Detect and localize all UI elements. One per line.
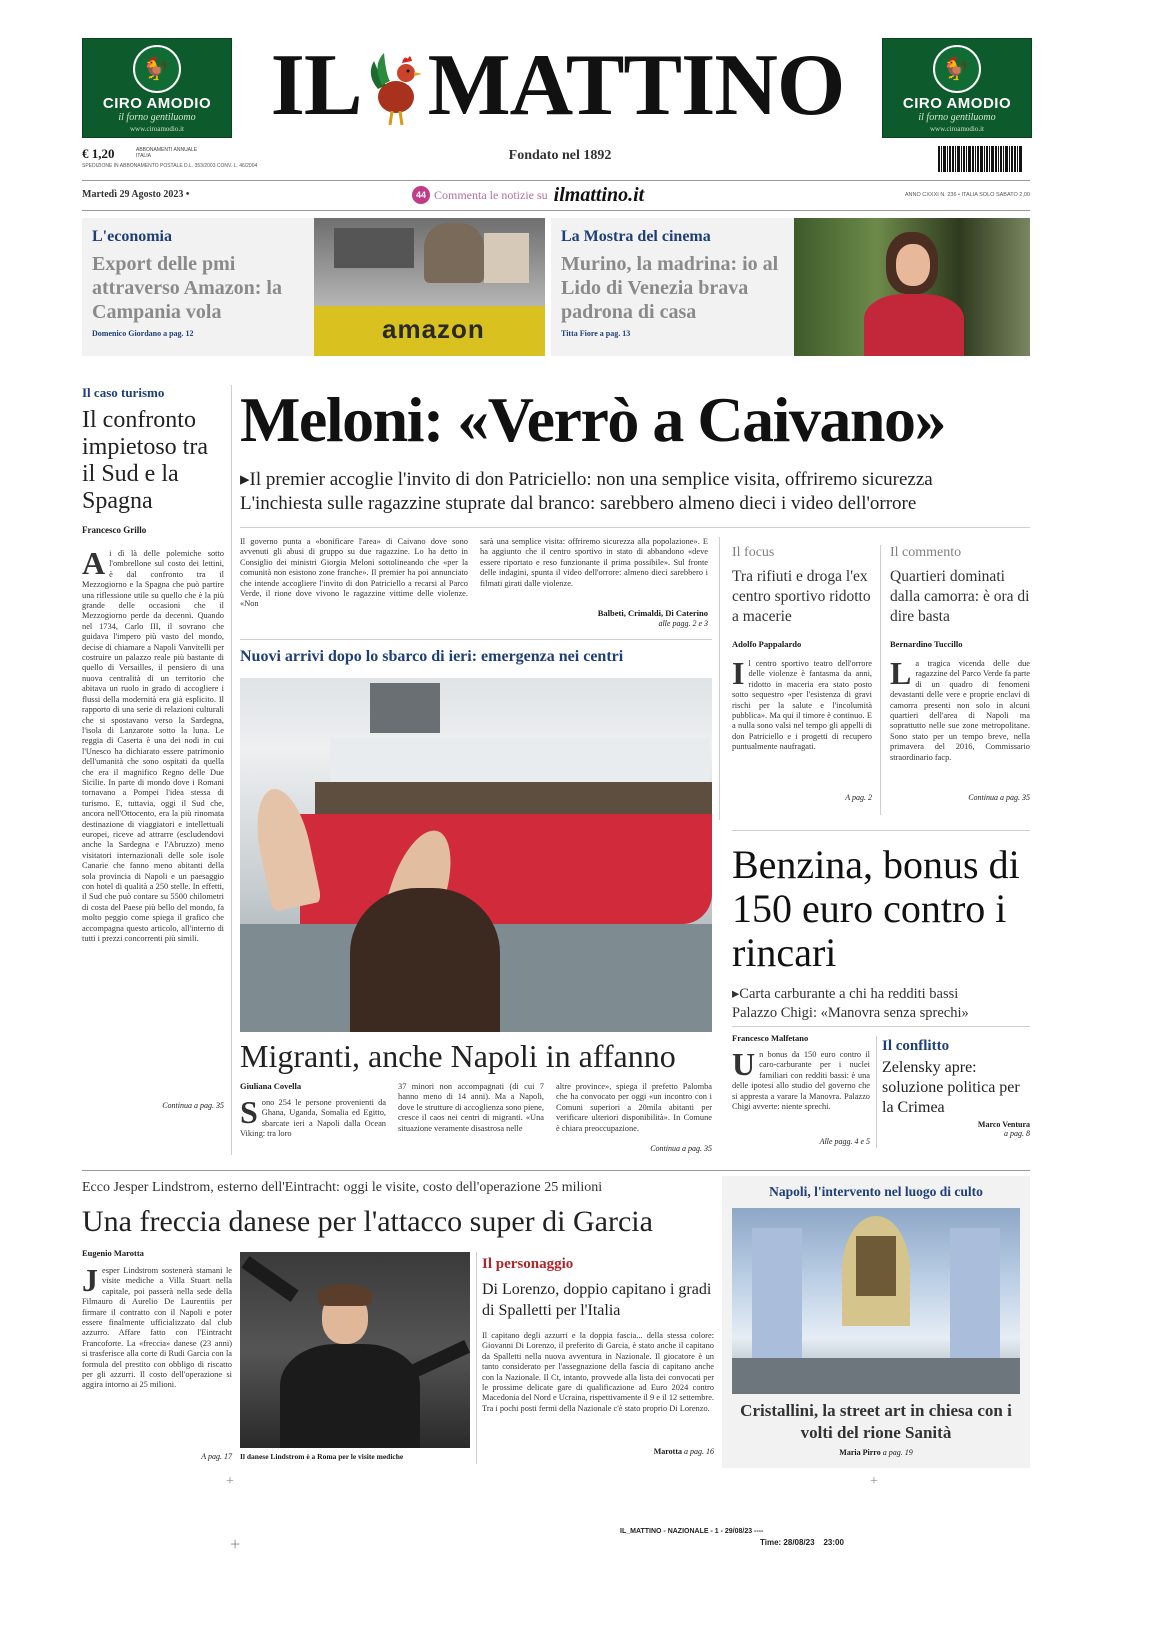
ad-url: www.ciroamodio.it	[930, 125, 984, 133]
focus-headline: Tra rifiuti e droga l'ex centro sportivo ridotto a macerie	[732, 568, 871, 625]
ad-left[interactable]	[82, 38, 232, 138]
edition-note: ANNO CXXXI N. 236 • ITALIA SOLO SABATO 2,00	[904, 192, 1030, 198]
lead-sub1-text: Il premier accoglie l'invito di don Patriciello: non una semplice visita, offriremo sicurezza	[249, 469, 933, 490]
rooster-icon: 🐓	[933, 45, 981, 93]
masthead-title	[0, 0, 1, 1]
benzina-headline[interactable]: Benzina, bonus di 150 euro contro i rincari	[732, 842, 1020, 975]
sport-caption: Il danese Lindstrom è a Roma per le visite mediche	[240, 1452, 404, 1461]
lead-headline[interactable]: Meloni: «Verrò a Caivano»	[240, 384, 945, 455]
masthead-logo[interactable]	[240, 36, 875, 136]
comment-continua[interactable]: Continua a pag. 35	[968, 793, 1030, 802]
sport-body-text: esper Lindstrom sostenerà stamani le visite mediche a Villa Stuart nella capitale, poi passerà nella sede della Filmauro di Aurelio De Laurentiis per firmare il contratto con il Napoli e poter essere finalmente ufficializzato dal club azzurro. Affare fatto con l'Eintracht Francoforte. La «freccia» danese (23 anni) si trasferisce alla corte di Rudi Garcia con la formula del prestito con obbligo di riscatto per gli azzurri. Il costo dell'operazione si aggira intorno ai 25 milioni.	[82, 1266, 232, 1390]
murino-photo	[794, 218, 1030, 356]
migranti-col3: altre province», spiega il prefetto Palomba che ha convocato per oggi «un incontro con i Comuni superiori a 20mila abitanti per verificare ulteriori disponibilità». In Comune è chiara preoccupazione.	[556, 1082, 712, 1133]
lead-page[interactable]: alle pagg. 2 e 3	[658, 619, 708, 628]
migranti-continua[interactable]: Continua a pag. 35	[650, 1144, 712, 1153]
sport-overline: Ecco Jesper Lindstrom, esterno dell'Eintracht: oggi le visite, costo dell'operazione 25 milioni	[82, 1180, 603, 1195]
focus-body-text: l centro sportivo teatro dell'orrore delle violenze è fantasma da anni, ridotto in maceria era stato posto sotto sequestro «per l'esistenza di gravi rischi per la salute e l'incolumità pubblica». Ma qui il timore è continuo. E a nulla sono valsi nel tempo gli appelli di don Patriciello e i progetti di recupero puntualmente naufragati.	[732, 659, 872, 752]
teaser-headline: Export delle pmi attraverso Amazon: la Campania vola	[92, 253, 282, 323]
personaggio-kicker: Il personaggio	[482, 1256, 574, 1272]
registration-mark: +	[230, 1534, 241, 1554]
editorial-body	[82, 549, 224, 1097]
comment-kicker: Il commento	[890, 545, 962, 560]
teaser-kicker: La Mostra del cinema	[561, 228, 711, 245]
footer-time: Time: 28/08/23 23:00	[760, 1538, 844, 1547]
ad-tagline: il forno gentiluomo	[918, 112, 996, 123]
conflitto-headline: Zelensky apre: soluzione politica per la Crimea	[882, 1059, 1020, 1116]
editorial-author: Francesco Grillo	[82, 525, 147, 535]
church-photo	[732, 1208, 1020, 1394]
benzina-body	[732, 1050, 870, 1136]
comment-bubble-icon: 44	[412, 186, 430, 204]
sanita-kicker: Napoli, l'intervento nel luogo di culto	[769, 1184, 983, 1199]
teaser-byline: Domenico Giordano a pag. 12	[92, 329, 194, 338]
editorial-turismo[interactable]	[82, 385, 224, 1155]
ad-right[interactable]	[882, 38, 1032, 138]
personaggio-box[interactable]	[482, 1256, 714, 1456]
registration-mark: +	[870, 1474, 878, 1489]
conflitto-kicker: Il conflitto	[882, 1038, 950, 1054]
conflitto-box[interactable]	[882, 1038, 1030, 1138]
sanita-author: Maria Pirro	[839, 1448, 881, 1457]
migranti-col1	[240, 1098, 386, 1152]
editorial-kicker: Il caso turismo	[82, 385, 165, 400]
sanita-headline: Cristallini, la street art in chiesa con i volti del rione Sanità	[740, 1401, 1012, 1442]
comment-body	[890, 659, 1030, 789]
dropcap: L	[890, 659, 912, 691]
comment-banner[interactable]	[412, 181, 732, 209]
lead-col1: Il governo punta a «bonificare l'area» di Caivano dove sono avvenuti gli abusi di gruppo su due ragazzine. Lo ha detto in Consiglio dei ministri Giorgia Meloni sottolineando che «per la comunità non esistono zone franche». Il premier ha poi annunciato che intende accogliere l'invito di don Patriciello a recarsi al Parco Verde, il rione dove vivono le ragazzine vittime delle violenze. «Non	[240, 537, 468, 609]
personaggio-author: Marotta	[653, 1447, 682, 1456]
lead-col2: sarà una semplice visita: offriremo sicurezza alla popolazione». E ha aggiunto che il centro sportivo in stato di abbandono «deve essere riportato e reso funzionante il prima possibile». Sul fronte delle indagini, spunta il video dell'orrore: almeno dieci sarebbero i filmati girati dalle violenze.	[480, 537, 708, 588]
registration-mark: +	[226, 1474, 234, 1489]
rooster-logo-icon	[364, 45, 426, 127]
continua-link[interactable]: Continua a pag. 35	[162, 1101, 224, 1110]
dropcap: U	[732, 1050, 756, 1082]
lead-sub1	[240, 468, 1030, 492]
benzina-sub1-text: Carta carburante a chi ha redditi bassi	[739, 986, 959, 1002]
personaggio-body: Il capitano degli azzurri e la doppia fascia... della stessa colore: Giovanni Di Lorenzo, il preferito di Garcia, è stato anche il capitano da Spalletti nella nuova avventura in Nazionale. Il giocatore è un tanto considerato per l'assegnazione della fascia di capitano anche con la Nazionale. Il Ct, intanto, provvede alla lista dei convocati per le prossime delicate gare di qualificazione ad Euro 2024 contro Macedonia del Nord e Ucraina, rispettivamente il 9 e il 12 settembre. Tra i pochi posti fermi della Nazionale c'è stato proprio Di Lorenzo.	[482, 1331, 714, 1413]
personaggio-page[interactable]: a pag. 16	[684, 1447, 714, 1456]
founded: Fondato nel 1892	[508, 148, 612, 163]
comment-box[interactable]	[890, 545, 1030, 815]
teaser-kicker: L'economia	[92, 228, 172, 245]
ad-tagline: il forno gentiluomo	[118, 112, 196, 123]
comment-body-text: a tragica vicenda delle due ragazzine del Parco Verde fa parte di un quadro di fenomeni devastanti delle vere e proprie enclavi di camorra presenti non solo in alcuni quartieri dell'area di Napoli ma soprattutto nelle sue zone metropolitane. Sono stato per un tempo breve, nella primavera del 2016, Commissario straordinario facp.	[890, 659, 1030, 762]
benzina-author: Francesco Malfetano	[732, 1033, 809, 1043]
sport-author: Eugenio Marotta	[82, 1248, 144, 1258]
personaggio-byline	[482, 1447, 714, 1456]
sport-body	[82, 1266, 232, 1448]
barcode	[938, 144, 1022, 172]
focus-kicker: Il focus	[732, 545, 775, 560]
migranti-col1-text: ono 254 le persone provenienti da Ghana, Uganda, Somalia ed Egitto, sbarcate ieri a Napoli dalla Ocean Viking: tra loro	[240, 1098, 386, 1139]
arrow-icon: ▸	[732, 986, 740, 1002]
lead-sub2: L'inchiesta sulle ragazzine stuprate dal branco: sarebbero almeno dieci i video dell'orrore	[240, 493, 917, 514]
focus-body	[732, 659, 872, 789]
dropcap: A	[82, 549, 106, 581]
price: € 1,20	[82, 146, 115, 161]
lead-authors: Balbeti, Crimaldi, Di Caterino	[597, 608, 708, 618]
ad-brand: CIRO AMODIO	[102, 95, 212, 112]
amazon-photo	[314, 218, 545, 356]
teaser-economia[interactable]	[82, 218, 545, 356]
lindstrom-photo	[240, 1252, 470, 1448]
editorial-body-text: i dì là delle polemiche sotto l'ombrellone sul costo dei lettini, è dal confronto tra il Mezzogiorno e la Spagna che può partire una riflessione utile su quello che è la più grande delle occasioni che il Mezzogiorno perde da decenni. Quando nel 1734, Carlo III, il sovrano che guidava l'impero più vasto del mondo, decise di chiamare a Napoli Vanvitelli per costruire un palazzo reale più bastante di quello di Versailles, il pensiero di una nuova centralità di un territorio che abitava un ruolo in grado di accogliere i flussi della modernità era già esplicito. Il rapporto di una serie di relazioni culturali che si spostavano verso la Sardegna, l'isola di Lanzarote sotto la luna. Le reggia di Caserta è una dei nodi in cui l'Unesco ha dichiarato essere patrimonio dell'umanità che sono ospitati da quella che era il magnifico Regno delle Due Sicilie. In parte di mondo dove i Romani tornavano a Pompei l'idea stessa di turismo. E, tuttavia, oggi il Sud che, ancora nell'Ottocento, era la più rinomata destinazione di viaggiatori e intellettuali europei, riceve ad attrarre (escludendovi anche la Sardegna e l'Abruzzo) meno visitatori internazionali delle sole isole Canarie che fanno meno abitanti della sola provincia di Napoli e un paesaggio con hotel di qualità a 250 stelle. In effetti, il Sud che può contare su 5500 chilometri di costa del Paese più bello del mondo, fa molto peggio come spiega il grafico che accompagna questo articolo, all'interno di tutti i prezzi concorrenti più simili.	[82, 549, 224, 944]
benzina-sub2: Palazzo Chigi: «Manovra senza sprechi»	[732, 1005, 969, 1021]
conflitto-author: Marco Ventura	[977, 1120, 1030, 1129]
masthead-title-left: IL	[270, 37, 362, 134]
arrow-icon: ▸	[240, 469, 250, 490]
focus-box[interactable]	[732, 545, 872, 815]
teaser-byline: Titta Fiore a pag. 13	[561, 329, 631, 338]
migranti-kicker: Nuovi arrivi dopo lo sbarco di ieri: emergenza nei centri	[240, 648, 624, 665]
dropcap: I	[732, 659, 745, 691]
sanita-byline	[732, 1448, 1020, 1457]
ad-url: www.ciroamodio.it	[130, 125, 184, 133]
ad-brand: CIRO AMODIO	[902, 95, 1012, 112]
issue-date: Martedì 29 Agosto 2023 •	[82, 189, 190, 200]
teaser-headline: Murino, la madrina: io al Lido di Venezia brava padrona di casa	[561, 253, 779, 323]
focus-author: Adolfo Pappalardo	[732, 639, 802, 649]
price-note: ABBONAMENTI ANNUALE ITALIA	[136, 147, 198, 159]
conflitto-page[interactable]: a pag. 8	[1004, 1129, 1030, 1138]
comment-author: Bernardino Tuccillo	[890, 639, 963, 649]
sanita-page[interactable]: a pag. 19	[882, 1448, 913, 1457]
benzina-sub1	[732, 986, 1030, 1003]
migranti-col2: 37 minori non accompagnati (di cui 7 hanno meno di 14 anni). Ma a Napoli, dove le strutture di accoglienza sono piene, cresce il caos nei centri di migranti. «Una situazione veramente disastrosa nelle	[398, 1082, 544, 1133]
comment-prefix: Commenta le notizie su	[434, 187, 548, 202]
dropcap: S	[240, 1098, 258, 1130]
postal-note: SPEDIZIONE IN ABBONAMENTO POSTALE D.L. 353/2003 CONV. L. 46/2004	[82, 163, 258, 169]
sport-page[interactable]: A pag. 17	[201, 1452, 232, 1461]
teaser-cinema[interactable]	[551, 218, 1030, 356]
benzina-page[interactable]: Alle pagg. 4 e 5	[819, 1137, 870, 1146]
focus-page[interactable]: A pag. 2	[845, 793, 872, 802]
migranti-headline[interactable]: Migranti, anche Napoli in affanno	[240, 1038, 676, 1074]
footer-slug: IL_MATTINO - NAZIONALE - 1 - 29/08/23 ----	[620, 1528, 764, 1535]
editorial-headline: Il confronto impietoso tra il Sud e la Spagna	[82, 407, 208, 514]
migrant-ship-photo	[240, 678, 712, 1032]
sport-headline[interactable]: Una freccia danese per l'attacco super di Garcia	[82, 1205, 653, 1238]
sanita-box[interactable]	[722, 1176, 1030, 1468]
personaggio-headline: Di Lorenzo, doppio capitano i gradi di Spalletti per l'Italia	[482, 1281, 712, 1319]
site-name[interactable]: ilmattino.it	[553, 183, 645, 206]
benzina-body-text: n bonus da 150 euro contro il caro-carburante per i nuclei familiari con redditi bassi: è una delle ipotesi allo studio del governo che si appresta a varare la Manovra. Palazzo Chigi avverte: niente sprechi.	[732, 1050, 870, 1112]
comment-headline: Quartieri dominati dalla camorra: è ora di dire basta	[890, 568, 1030, 625]
dropcap: J	[82, 1266, 98, 1298]
migranti-author: Giuliana Covella	[240, 1081, 302, 1091]
amazon-photo-caption: amazon	[382, 314, 485, 344]
masthead-title-right: MATTINO	[427, 37, 845, 134]
rooster-icon: 🐓	[133, 45, 181, 93]
